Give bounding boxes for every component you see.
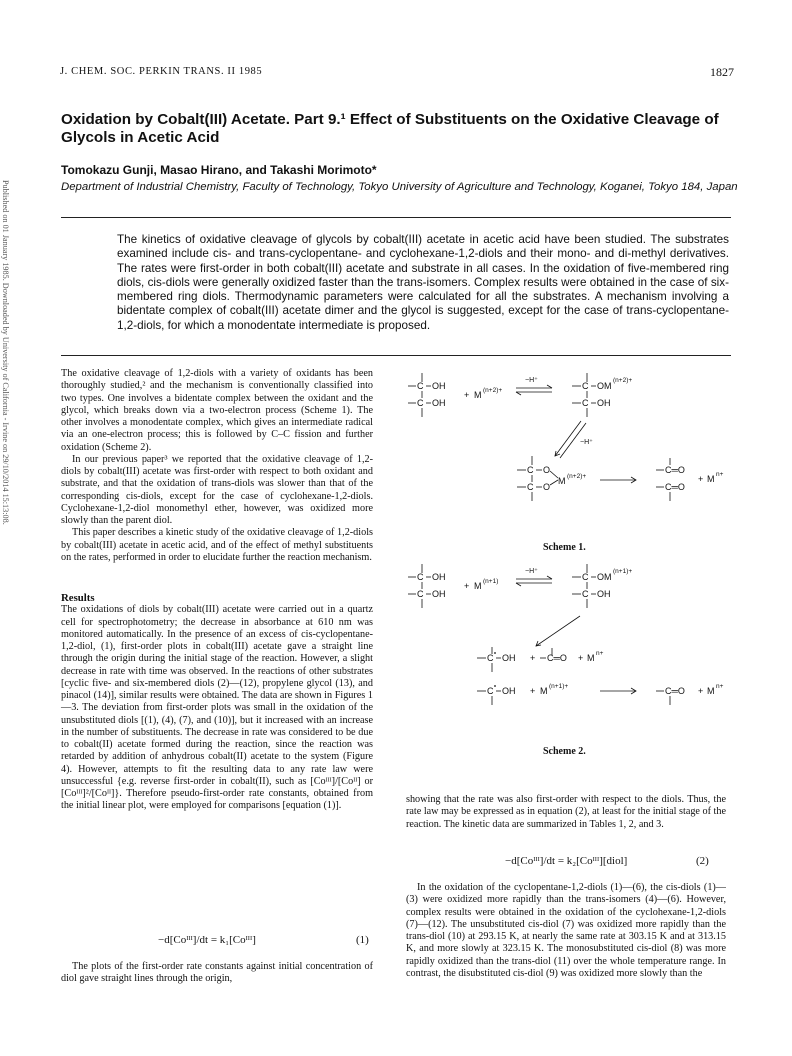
right-paragraph-2-block — [406, 882, 726, 980]
abstract: The kinetics of oxidative cleavage of glycols by cobalt(III) acetate in acetic acid have been studied. The substrates examined include cis- and trans-cyclopentane- and cyclohexane-1,2-diols and their mono- and di-methyl derivatives. The rates were first-order in both cobalt(III) acetate and substrate in all cases. In the oxidation of five-membered ring diols, cis-diols were generally oxidized faster than the trans-isomers. Complex results were obtained in the case of six-membered ring diols. Thermodynamic parameters were calculated for all the substrates. A mechanism involving a bidentate complex of cobalt(III) acetate dimer and the glycol is suggested, except for the case of trans-cyclopentane-1,2-diols, for which a monodentate intermediate is proposed. — [117, 233, 729, 332]
s1-carbon-2: C — [417, 398, 424, 408]
s1-proton-loss: −H⁺ — [525, 377, 538, 384]
s1-om-group: OM — [597, 381, 612, 391]
equation-1: −d[Coᴵᴵᴵ]/dt = k₁[Coᴵᴵᴵ] — [158, 934, 256, 946]
s2-radical-hydroxyl-2: OH — [502, 686, 516, 696]
s1-oxygen-2: O — [543, 482, 551, 492]
s1-chelate-charge: (n+2)+ — [567, 473, 587, 480]
results-heading: Results — [61, 592, 95, 604]
s2-hydroxyl-1: OH — [432, 572, 446, 582]
s1-hydroxyl-3: OH — [597, 398, 611, 408]
s1-plus: + — [464, 390, 470, 400]
s1-oxygen-1: O — [543, 465, 551, 475]
s2-plus-5: + — [698, 686, 704, 696]
s2-product-charge-1: n+ — [596, 650, 604, 657]
s2-product-metal-1: M — [587, 653, 595, 663]
s2-plus: + — [464, 581, 470, 591]
right-paragraph-1-block — [406, 794, 726, 831]
scheme-1-caption: Scheme 1. — [543, 542, 586, 553]
s2-carbonyl-2: C═O — [665, 686, 685, 696]
equation-2-number: (2) — [696, 855, 709, 867]
results-paragraph-2-block — [61, 961, 373, 986]
scheme-1-diagram — [400, 368, 740, 548]
s1-carbonyl-2: C═O — [665, 482, 685, 492]
right-paragraph-2: In the oxidation of the cyclopentane-1,2-diols (1)—(6), the cis-diols (1)—(3) were oxidized more rapidly than the trans-isomers (4)—(6). However, complex results were obtained in the oxidation of the cyclohexane-1,2-diols (7)—(12). The unsubstituted cis-diol (7) was oxidized more rapidly than the trans-diol (10) at 293.15 K, at nearly the same rate at 303.15 K and at 313.15 K, and more slowly at 323.15 K. The monosubstituted cis-diol (8) was more rapidly oxidized than the trans-diol (11) over the whole temperature range. In contrast, the disubstituted cis-diol (9) was oxidized more slowly than the — [406, 882, 726, 979]
results-paragraph-1: The oxidations of diols by cobalt(III) acetate were carried out in a quartz cell for spectrophotometry; the decrease in absorbance at 610 nm was monitored automatically. In the presence of an excess of cis-cyclopentane-1,2-diol, (1), first-order plots in cobalt(III) acetate gave a straight line through the origin during the initial stage of the reaction. However, a slight decrease in rate with time was observed. In the reactions of other substrates [cyclic five- and six-membered diols (2)—(12), propylene glycol (13), and pinacol (14)], similar results were obtained. The data are shown in Figures 1—3. The deviation from first-order plots was small in the oxidation of the unsubstituted diols [(1), (4), (7), and (10)], but it increased with an increase in the number of substituents. The decrease in rate was considered to be due to cobalt(II) acetate formed during the reaction, since the reaction was retarded by addition of anhydrous cobalt(II) acetate to the system (Figure 4). However, attempts to fit the resulting data to any rate law were unsuccessful {e.g. reverse first-order in cobalt(II), such as [Coᴵᴵᴵ]/[Coᴵᴵ] or [Coᴵᴵᴵ]²/[Coᴵᴵ]}. Therefore pseudo-first-order rate constants, obtained from the initial linear plot, were employed for comparisons [equation (1)]. — [61, 604, 373, 812]
equation-2: −d[Coᴵᴵᴵ]/dt = k₂[Coᴵᴵᴵ][diol] — [505, 855, 628, 867]
s1-plus-2: + — [698, 474, 704, 484]
s1-metal-charge: (n+2)+ — [483, 387, 503, 394]
s2-product-charge-2: n+ — [716, 683, 724, 690]
s2-metal-2: M — [540, 686, 548, 696]
s2-carbon-3: C — [582, 572, 589, 582]
s2-carbon-1: C — [417, 572, 424, 582]
s2-om-charge: (n+1)+ — [613, 568, 633, 575]
rule-top — [61, 217, 731, 218]
s2-metal-charge-2: (n+1)+ — [549, 683, 569, 690]
rule-bottom — [61, 355, 731, 356]
s2-radical-carbon-2: C — [487, 686, 494, 696]
s2-radical-hydroxyl: OH — [502, 653, 516, 663]
s2-om-group: OM — [597, 572, 612, 582]
intro-section — [61, 368, 373, 564]
results-section — [61, 592, 373, 813]
author-list: Tomokazu Gunji, Masao Hirano, and Takashi Morimoto* — [61, 163, 377, 177]
s1-hydroxyl-2: OH — [432, 398, 446, 408]
affiliation: Department of Industrial Chemistry, Faculty of Technology, Tokyo University of Agriculture and Technology, Koganei, Tokyo 184, Japan — [61, 181, 738, 193]
scheme-2-diagram — [400, 560, 740, 740]
running-head: J. CHEM. SOC. PERKIN TRANS. II 1985 — [60, 66, 263, 77]
s2-plus-3: + — [578, 653, 584, 663]
s2-hydroxyl-3: OH — [597, 589, 611, 599]
s2-radical-carbon: C — [487, 653, 494, 663]
s1-carbon-1: C — [417, 381, 424, 391]
s1-carbon-5: C — [527, 465, 534, 475]
download-watermark — [3, 180, 17, 620]
s2-carbon-4: C — [582, 589, 589, 599]
s1-product-charge: n+ — [716, 471, 724, 478]
s1-metal: M — [474, 390, 482, 400]
s1-carbon-4: C — [582, 398, 589, 408]
s1-chelate-metal: M — [558, 476, 566, 486]
s2-plus-2: + — [530, 653, 536, 663]
intro-paragraph-1: The oxidative cleavage of 1,2-diols with a variety of oxidants has been thoroughly studied,² and the mechanism is conventionally classified into two types. One involves a bidentate complex between the oxidant and the glycol, which breaks down via a two-electron process (Scheme 1). The other involves a monodentate complex, which gives an intermediate radical via an one-electron process; this is followed by C–C fission and further oxidation (Scheme 2). — [61, 368, 373, 453]
page-number: 1827 — [710, 65, 734, 79]
intro-paragraph-3: This paper describes a kinetic study of the oxidative cleavage of 1,2-diols by cobalt(III) acetate in acetic acid, and of the effect of methyl substituents on the rates, performed in order to elucidate further the reaction mechanism. — [61, 527, 373, 563]
results-paragraph-2: The plots of the first-order rate constants against initial concentration of diol gave straight lines through the origin, — [61, 961, 373, 985]
s2-hydroxyl-2: OH — [432, 589, 446, 599]
watermark-text: Published on 01 January 1985. Downloaded by University of California - Irvine on 29/10/2014 15:13:08. — [1, 180, 10, 525]
intro-paragraph-2: In our previous paper³ we reported that the oxidative cleavage of 1,2-diols by cobalt(III) acetate was first-order with respect to both oxidant and substrate, and that the oxidation of trans-diols was slower than that of the corresponding cis-diols, except for the case of cyclohexane-1,2-diols. Cyclohexane-1,2-diol monomethyl ether, however, was oxidized more slowly than the parent diol. — [61, 453, 373, 526]
s1-carbon-6: C — [527, 482, 534, 492]
s2-plus-4: + — [530, 686, 536, 696]
s2-metal-charge: (n+1) — [483, 578, 499, 585]
equation-1-number: (1) — [356, 934, 369, 946]
s2-proton-loss: −H⁺ — [525, 568, 538, 575]
right-paragraph-1: showing that the rate was also first-order with respect to the diols. Thus, the rate law may be expressed as in equation (2), at least for the initial stage of the reaction. The kinetic data are summarized in Tables 1, 2, and 3. — [406, 794, 726, 830]
s2-product-metal-2: M — [707, 686, 715, 696]
s2-carbon-2: C — [417, 589, 424, 599]
s2-metal: M — [474, 581, 482, 591]
s1-carbon-3: C — [582, 381, 589, 391]
s1-proton-loss-2: −H⁺ — [580, 439, 593, 446]
scheme-2-caption: Scheme 2. — [543, 746, 586, 757]
s1-product-metal: M — [707, 474, 715, 484]
s1-om-charge: (n+2)+ — [613, 377, 633, 384]
s2-carbonyl-1: C═O — [547, 653, 567, 663]
s1-carbonyl-1: C═O — [665, 465, 685, 475]
s1-hydroxyl-1: OH — [432, 381, 446, 391]
article-title: Oxidation by Cobalt(III) Acetate. Part 9.¹ Effect of Substituents on the Oxidative Cleavage of Glycols in Acetic Acid — [61, 111, 719, 146]
